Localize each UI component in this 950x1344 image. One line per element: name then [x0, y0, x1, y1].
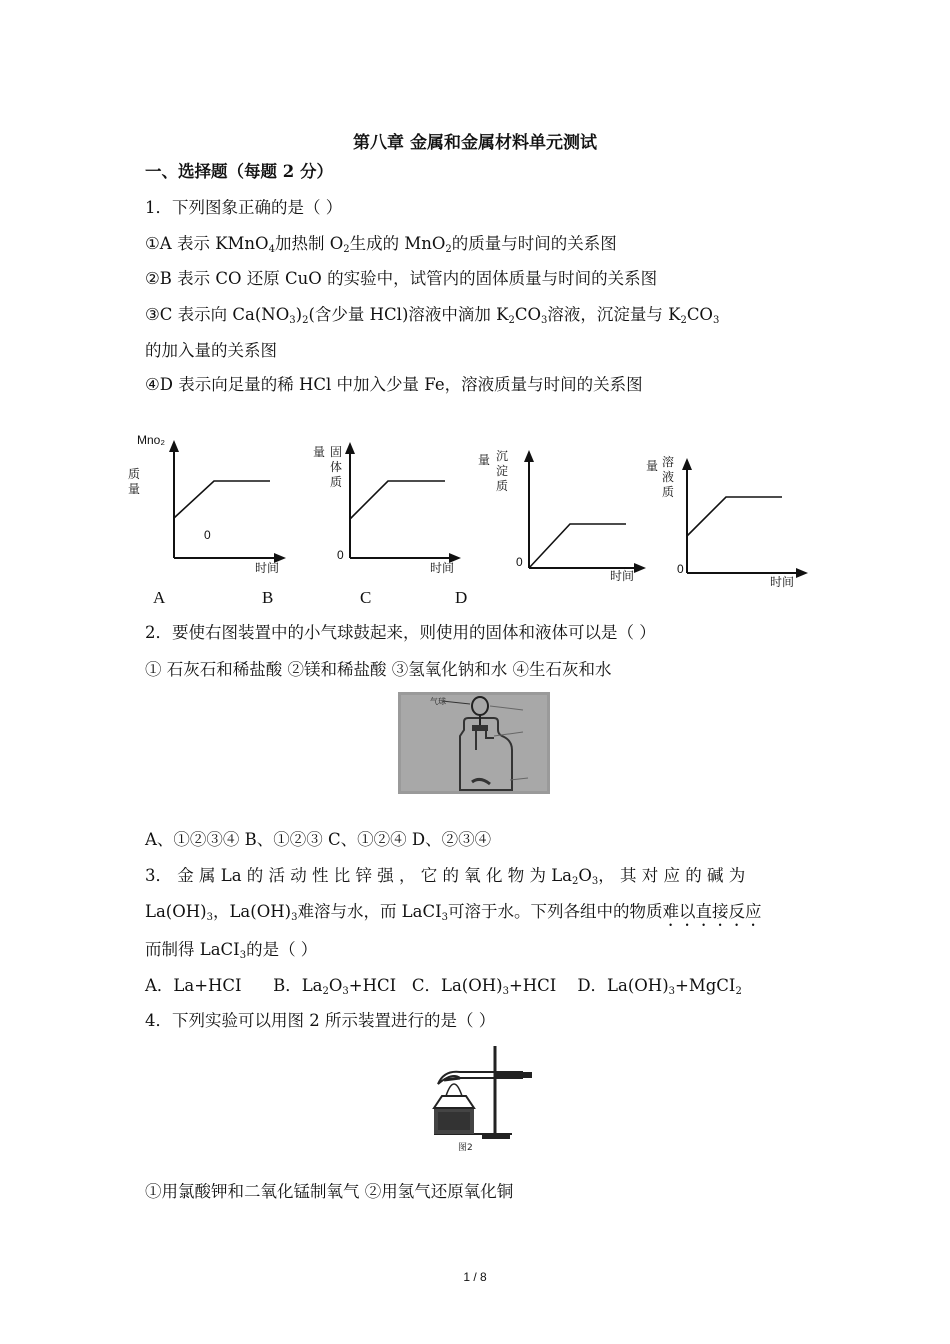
- q2-stem: 2．要使右图装置中的小气球鼓起来，则使用的固体和液体可以是（ ）: [145, 623, 656, 642]
- graph-label-c: C: [360, 588, 372, 607]
- graph-d-curve: [687, 497, 782, 536]
- graph-a-ylabel-top: Mno₂: [137, 433, 166, 447]
- graph-a: [120, 428, 295, 578]
- graph-b-curve: [350, 481, 445, 519]
- q3-emphasis: 难以直接反应: [662, 902, 762, 921]
- q1-option-3: ③C 表示向 $Ca(NO_3)_2$(含少量 HCl)溶液中滴加 $K_2CO_3$溶液，沉淀量与 $K_2CO_3$: [145, 305, 720, 326]
- heating-apparatus-photo: [404, 1042, 544, 1154]
- graph-c: [474, 444, 654, 589]
- graph-c-xlabel: 时间: [610, 569, 635, 583]
- graph-c-ylabel-b: 沉淀质: [496, 449, 509, 493]
- q3-line-1: 3． 金 属 La 的 活 动 性 比 锌 强 ， 它 的 氧 化 物 为 $La_2O_3$， 其 对 应 的 碱 为: [145, 866, 746, 887]
- graph-d-x-arrow: [796, 568, 808, 578]
- graph-a-y-arrow: [169, 440, 179, 452]
- q4-stem: 4．下列实验可以用图 2 所示装置进行的是（ ）: [145, 1011, 496, 1030]
- graph-a-xlabel: 时间: [255, 561, 280, 575]
- balloon-label: 气球: [430, 697, 446, 706]
- q3-choices: A．La+HCI B．$La_2O_3+HCI$ C．$La(OH)_3+HCI$ D．$La(OH)_3+MgCI_2$: [145, 976, 742, 997]
- figure-2-caption: 图2: [458, 1143, 473, 1153]
- graph-d-ylabel-a: 量: [646, 459, 659, 473]
- page-title: 第八章 金属和金属材料单元测试: [353, 133, 597, 153]
- graph-c-curve: [529, 524, 626, 568]
- q3-line-3: 而制得 LaCI$_3$的是（ ）: [145, 940, 318, 961]
- q1-option-2: ②B 表示 CO 还原 CuO 的实验中，试管内的固体质量与时间的关系图: [145, 269, 658, 288]
- graph-d-ylabel-b: 溶液质: [662, 455, 675, 499]
- graph-d-y-arrow: [682, 458, 692, 470]
- graph-d-zero: 0: [677, 562, 684, 576]
- graph-c-y-arrow: [524, 450, 534, 462]
- graph-d-xlabel: 时间: [770, 575, 795, 589]
- q4-items: ①用氯酸钾和二氧化锰制氧气 ②用氢气还原氧化铜: [145, 1182, 514, 1201]
- q1-option-4: ④D 表示向足量的稀 HCl 中加入少量 Fe，溶液质量与时间的关系图: [145, 375, 643, 394]
- graph-b-y-arrow: [345, 442, 355, 454]
- balloon-apparatus-photo: [398, 692, 550, 794]
- graph-b-ylabel-a: 量: [313, 445, 326, 459]
- q1-option-3-cont: 的加入量的关系图: [145, 341, 277, 360]
- graph-b-ylabel-b: 固体质: [330, 445, 343, 489]
- graph-b-zero: 0: [337, 548, 344, 562]
- q1-stem: 1．下列图象正确的是（ ）: [145, 198, 343, 217]
- graph-b-xlabel: 时间: [430, 561, 455, 575]
- q2-items: ① 石灰石和稀盐酸 ②镁和稀盐酸 ③氢氧化钠和水 ④生石灰和水: [145, 660, 612, 679]
- graph-a-zero: 0: [204, 528, 211, 542]
- graph-label-b: B: [262, 588, 274, 607]
- graph-c-zero: 0: [516, 555, 523, 569]
- page-number: 1 / 8: [463, 1270, 487, 1284]
- graph-a-curve: [174, 481, 270, 518]
- graph-d: [642, 452, 822, 592]
- graph-label-a: A: [153, 588, 166, 607]
- graph-a-ylabel: 质量: [128, 467, 141, 496]
- section-heading: 一、选择题（每题 2 分）: [145, 162, 333, 181]
- q2-choices: A、①②③④ B、①②③ C、①②④ D、②③④: [145, 830, 492, 849]
- graph-b: [300, 438, 470, 578]
- graph-label-d: D: [455, 588, 468, 607]
- q3-line-2: $La(OH)_3$，$La(OH)_3$难溶与水，而 LaCI$_3$可溶于水。下列各组中的物质难以直接反应: [145, 902, 762, 923]
- graph-c-ylabel-a: 量: [478, 453, 491, 467]
- q1-option-1: ①A 表示 KMnO$_4$加热制 $O_2$生成的 MnO$_2$的质量与时间的关系图: [145, 234, 617, 255]
